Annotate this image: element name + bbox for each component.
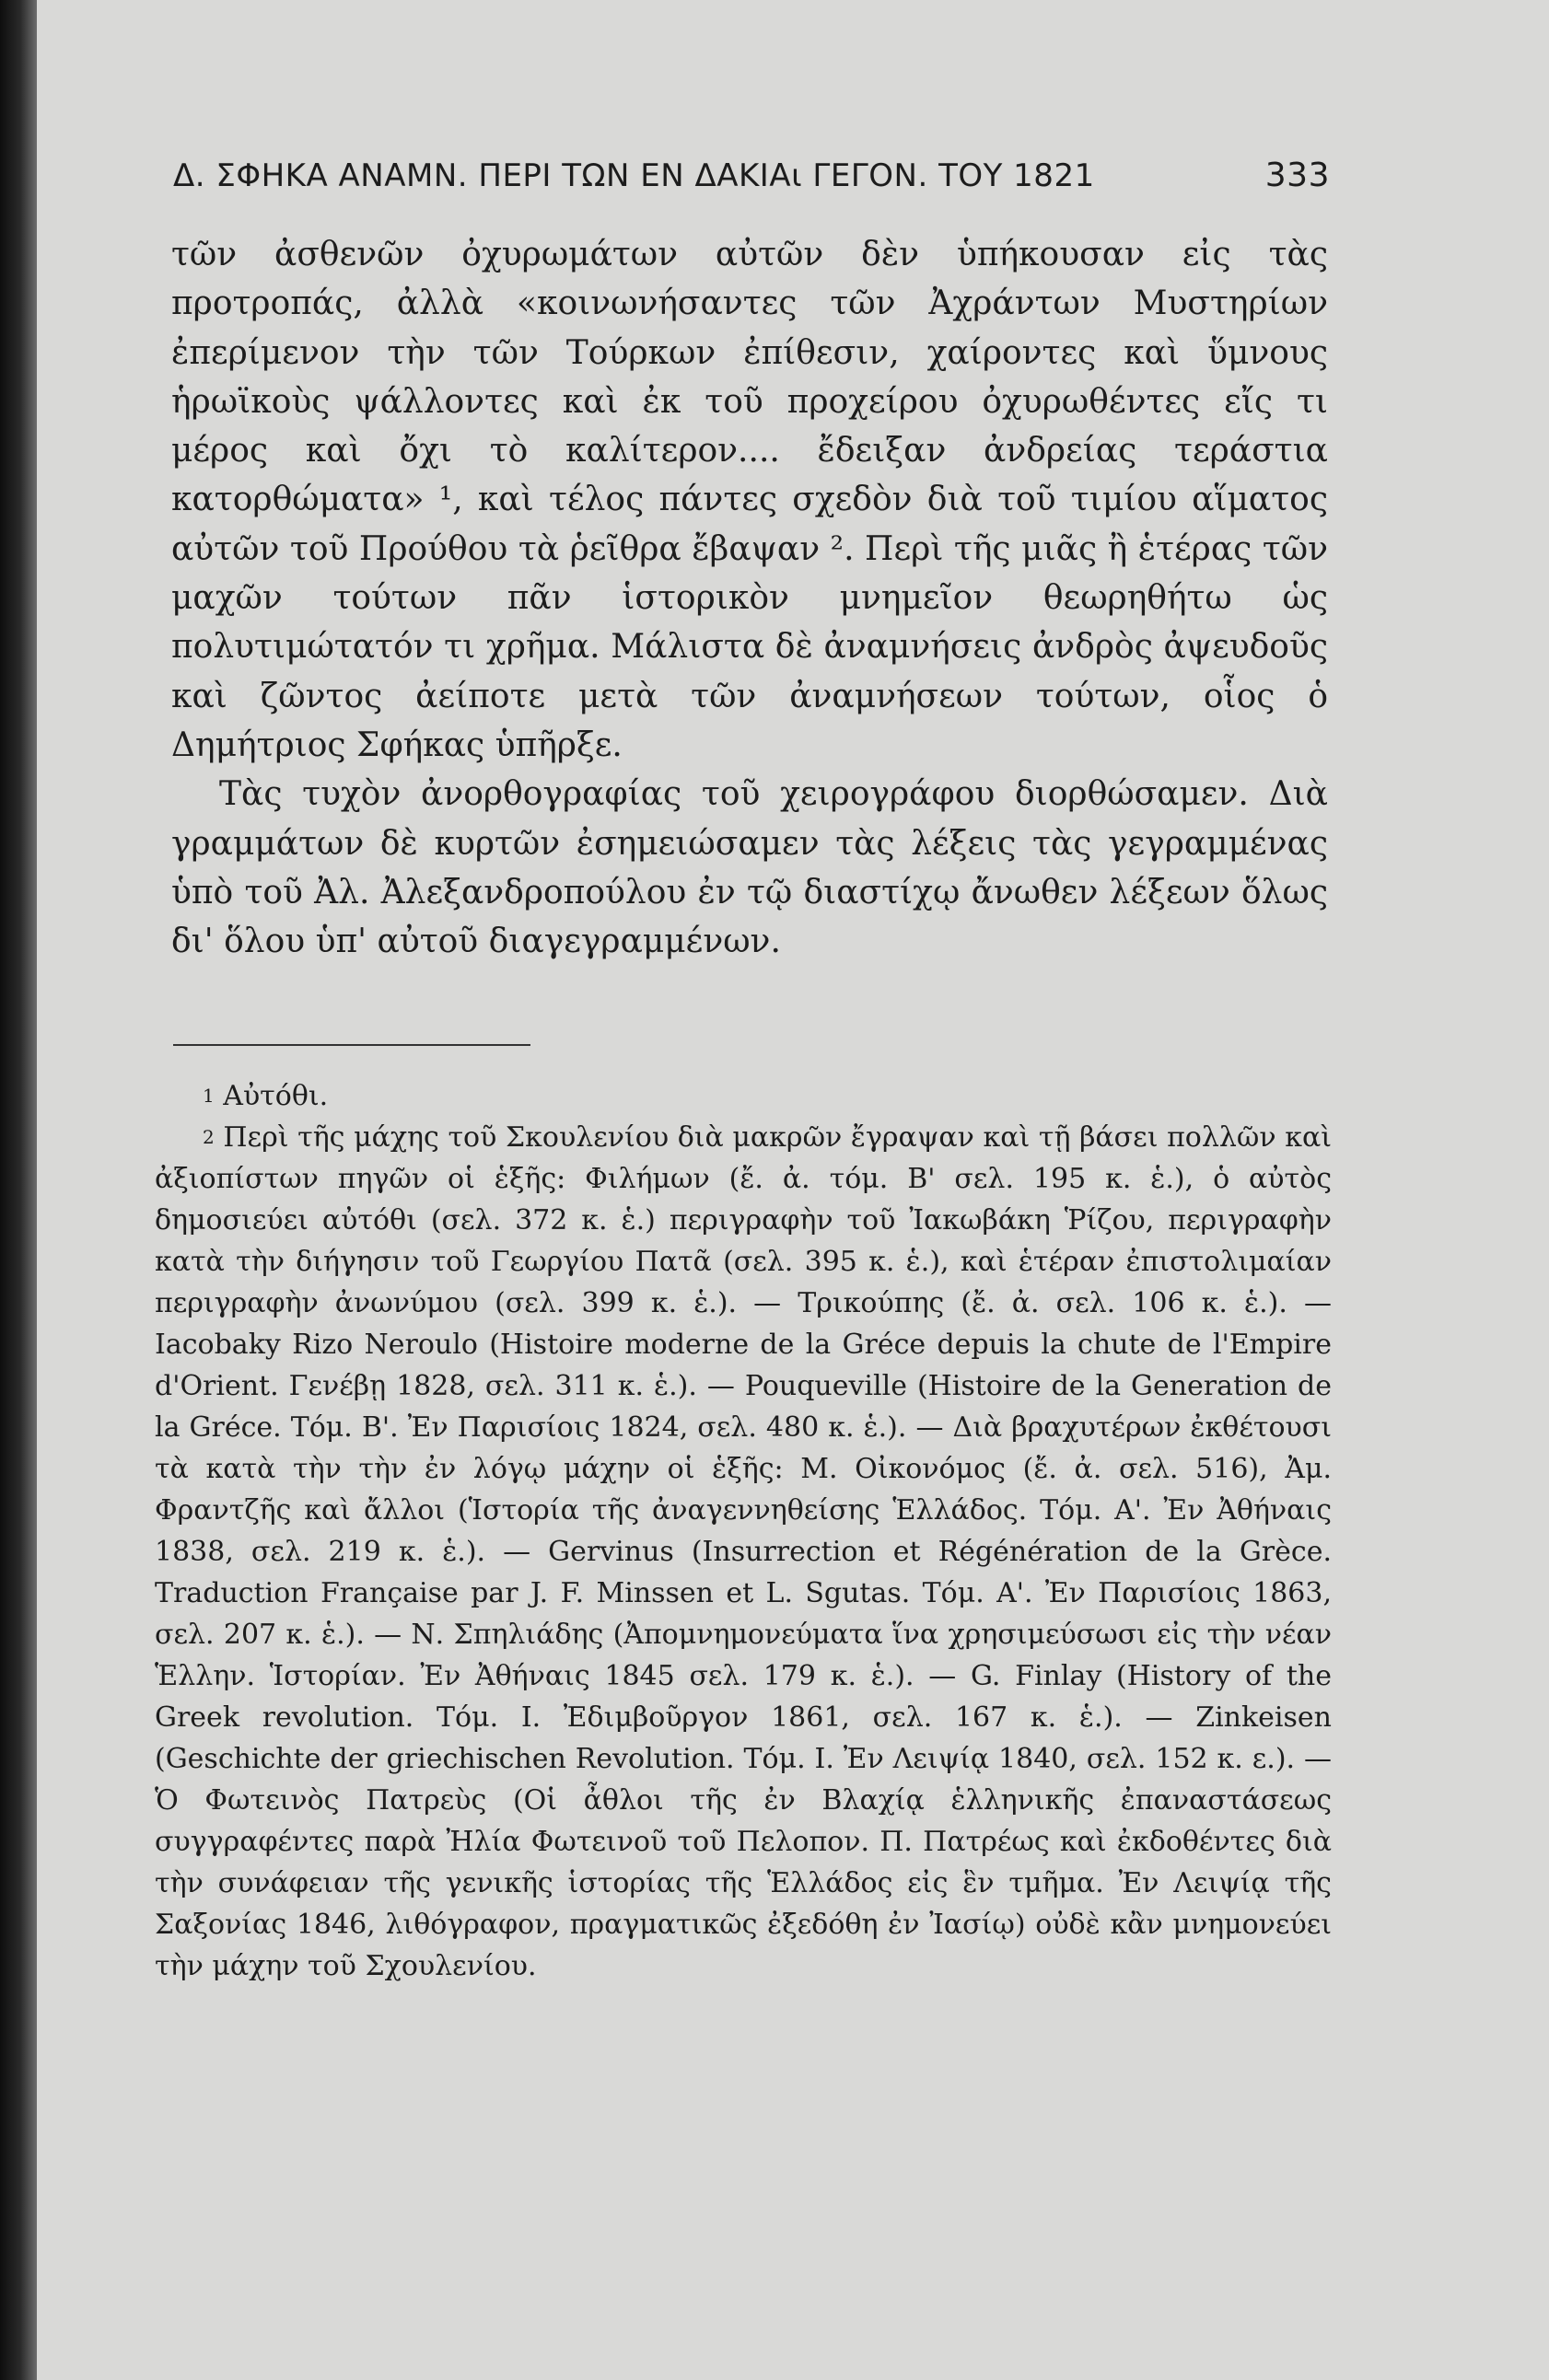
paragraph-1: τῶν ἀσθενῶν ὀχυρωμάτων αὐτῶν δὲν ὑπήκουσαν εἰς τὰς προτροπάς, ἀλλὰ «κοινωνήσαντες τῶν Ἀχράντων Μυστηρίων ἐπερίμενον τὴν τῶν Τούρκων ἐπίθεσιν, χαίροντες καὶ ὕμνους ἡρωϊκοὺς ψάλλοντες καὶ ἐκ τοῦ προχείρου ὀχυρωθέντες εἴς τι μέρος καὶ ὄχι τὸ καλίτερον.... ἔδειξαν ἀνδρείας τεράστια κατορθώματα» ¹, καὶ τέλος πάντες σχεδὸν διὰ τοῦ τιμίου αἵματος αὐτῶν τοῦ Προύθου τὰ ῥεῖθρα ἔβαψαν ². Περὶ τῆς μιᾶς ἢ ἑτέρας τῶν μαχῶν τούτων πᾶν ἱστορικὸν μνημεῖον θεωρηθήτω ὡς πολυτιμώτατόν τι χρῆμα. Μάλιστα δὲ ἀναμνήσεις ἀνδρὸς ἀψευδοῦς καὶ ζῶντος ἀείποτε μετὰ τῶν ἀναμνήσεων τούτων, οἷος ὁ Δημήτριος Σφήκας ὑπῆρξε.	[171, 236, 1328, 764]
footnote-1	[155, 1075, 1332, 1117]
footnote-text: Περὶ τῆς μάχης τοῦ Σκουλενίου διὰ μακρῶν ἔγραψαν καὶ τῇ βάσει πολλῶν καὶ ἀξιοπίστων πηγῶν οἱ ἑξῆς: Φιλήμων (ἔ. ἀ. τόμ. Β' σελ. 195 κ. ἑ.), ὁ αὐτὸς δημοσιεύει αὐτόθι (σελ. 372 κ. ἑ.) περιγραφὴν τοῦ Ἰακωβάκη Ῥίζου, περιγραφὴν κατὰ τὴν διήγησιν τοῦ Γεωργίου Πατᾶ (σελ. 395 κ. ἑ.), καὶ ἑτέραν ἐπιστολιμαίαν περιγραφὴν ἀνωνύμου (σελ. 399 κ. ἑ.). — Τρικούπης (ἔ. ἀ. σελ. 106 κ. ἑ.). — Iacobaky Rizo Neroulo (Histoire moderne de la Gréce depuis la chute de l'Empire d'Orient. Γενέβῃ 1828, σελ. 311 κ. ἑ.). — Pouqueville (Histoire de la Generation de la Gréce. Τόμ. Β'. Ἐν Παρισίοις 1824, σελ. 480 κ. ἑ.). — Διὰ βραχυτέρων ἐκθέτουσι τὰ κατὰ τὴν τὴν ἐν λόγῳ μάχην οἱ ἑξῆς: Μ. Οἰκονόμος (ἔ. ἀ. σελ. 516), Ἀμ. Φραντζῆς καὶ ἄλλοι (Ἱστορία τῆς ἀναγεννηθείσης Ἑλλάδος. Τόμ. Α'. Ἐν Ἀθήναις 1838, σελ. 219 κ. ἑ.). — Gervinus (Insurrection et Régénération de la Grèce. Traduction Française par J. F. Minssen et L. Sgutas. Τόμ. Α'. Ἐν Παρισίοις 1863, σελ. 207 κ. ἑ.). — Ν. Σπηλιάδης (Ἀπομνημονεύματα ἵνα χρησιμεύσωσι εἰς τὴν νέαν Ἑλλην. Ἱστορίαν. Ἐν Ἀθήναις 1845 σελ. 179 κ. ἑ.). — G. Finlay (History of the Greek revolution. Τόμ. I. Ἐδιμβοῦργον 1861, σελ. 167 κ. ἑ.). — Zinkeisen (Geschichte der griechischen Revolution. Τόμ. I. Ἐν Λειψίᾳ 1840, σελ. 152 κ. ε.). — Ὁ Φωτεινὸς Πατρεὺς (Οἱ ἆθλοι τῆς ἐν Βλαχίᾳ ἑλληνικῆς ἐπαναστάσεως συγγραφέντες παρὰ Ἠλία Φωτεινοῦ τοῦ Πελοπον. Π. Πατρέως καὶ ἐκδοθέντες διὰ τὴν συνάφειαν τῆς γενικῆς ἱστορίας τῆς Ἑλλάδος εἰς ἓν τμῆμα. Ἐν Λειψίᾳ τῆς Σαξονίας 1846, λιθόγραφον, πραγματικῶς ἐξεδόθη ἐν Ἰασίῳ) οὐδὲ κἂν μνημονεύει τὴν μάχην τοῦ Σχουλενίου.	[155, 1121, 1332, 1982]
main-text	[171, 230, 1328, 966]
footnote-mark: 2	[203, 1126, 215, 1148]
paragraph-2: Τὰς τυχὸν ἀνορθογραφίας τοῦ χειρογράφου διορθώσαμεν. Διὰ γραμμάτων δὲ κυρτῶν ἐσημειώσαμεν τὰς λέξεις τὰς γεγραμμένας ὑπὸ τοῦ Ἀλ. Ἀλεξανδροπούλου ἐν τῷ διαστίχῳ ἄνωθεν λέξεων ὅλως δι' ὅλου ὑπ' αὐτοῦ διαγεγραμμένων.	[171, 775, 1328, 961]
footnotes	[155, 1075, 1332, 1987]
running-header	[173, 157, 1330, 194]
book-page	[37, 0, 1549, 2380]
book-binding-shadow	[0, 0, 37, 2380]
footnote-text: Αὐτόθι.	[223, 1080, 329, 1112]
footnote-2	[155, 1117, 1332, 1987]
footnote-separator	[173, 1044, 530, 1046]
running-title: Δ. ΣΦΗΚΑ ΑΝΑΜΝ. ΠΕΡΙ ΤΩΝ ΕΝ ΔΑΚΙΑι ΓΕΓΟΝ. ΤΟΥ 1821	[173, 157, 1095, 194]
footnote-mark: 1	[203, 1085, 215, 1107]
page-number: 333	[1264, 157, 1330, 194]
